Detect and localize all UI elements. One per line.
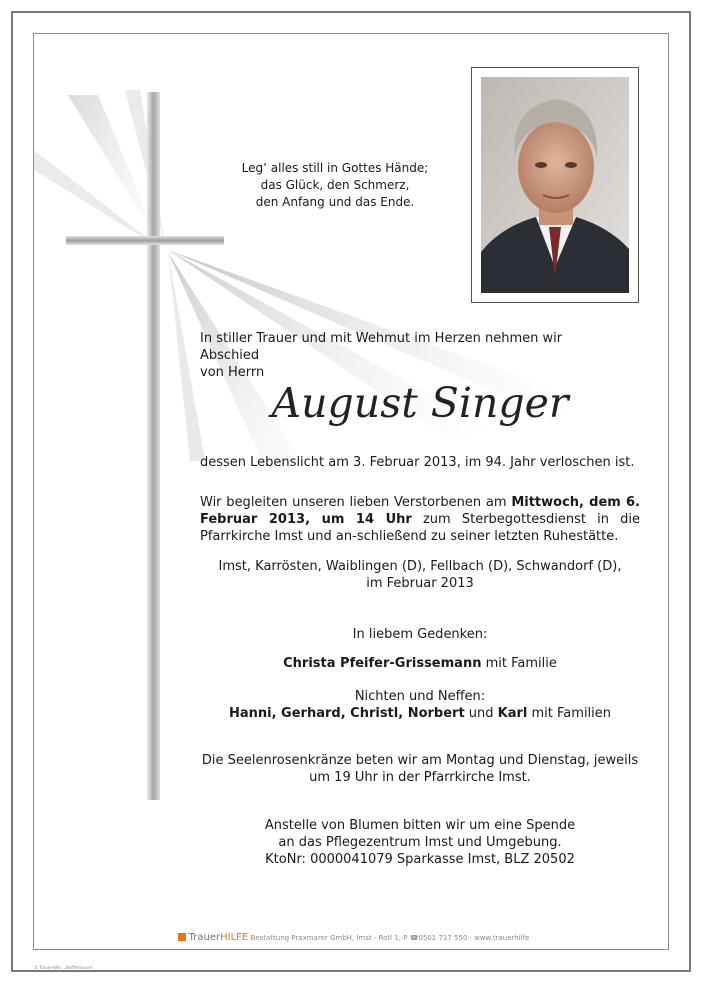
service-text (200, 494, 640, 545)
footer-brand-a: Trauer (188, 932, 221, 943)
service-part2: zum Sterbegottesdienst in die Pfarrkirche Imst und an-schließend zu seiner letzten Ruhestätte. (200, 512, 640, 544)
nieces-names-bold: Hanni, Gerhard, Christl, Norbert (228, 706, 465, 721)
copyright: © TrauerHilfe, „Stoffelmaurer (34, 965, 94, 970)
portrait-image (481, 77, 629, 293)
rosary-line: Die Seelenrosenkränze beten wir am Montag und Dienstag, jeweils (201, 753, 639, 768)
mourner-primary (200, 655, 640, 672)
portrait-photo (481, 77, 629, 293)
footer-brand-b: HILFE (220, 932, 249, 943)
mourner-name: Christa Pfeifer-Grissemann (283, 656, 482, 671)
footer (0, 933, 707, 943)
deceased-name: August Singer (271, 379, 569, 427)
rosary-line: um 19 Uhr in der Pfarrkirche Imst. (309, 770, 531, 785)
verse (225, 160, 445, 211)
donation-line: an das Pflegezentrum Imst und Umgebung. (278, 835, 562, 850)
nieces-conj: und (464, 706, 498, 721)
nieces-label: Nichten und Neffen: (354, 689, 486, 704)
donation-line: Anstelle von Blumen bitten wir um eine Spende (264, 818, 576, 833)
trauerhilfe-logo-icon (178, 933, 186, 941)
place-date (200, 558, 640, 592)
verse-line: den Anfang und das Ende. (255, 195, 415, 209)
footer-brand (189, 932, 249, 943)
place-line: im Februar 2013 (366, 576, 474, 591)
nieces-suffix: mit Familien (527, 706, 612, 721)
verse-line: Leg’ alles still in Gottes Hände; (241, 161, 429, 175)
mourner-suffix: mit Familie (481, 656, 557, 671)
intro-line: von Herrn (200, 365, 265, 380)
nieces-names (200, 705, 640, 722)
rosary-text (200, 752, 640, 786)
life-text: dessen Lebenslicht am 3. Februar 2013, im 94. Jahr verloschen ist. (200, 455, 635, 470)
verse-line: das Glück, den Schmerz, (260, 178, 410, 192)
nieces-name-karl: Karl (497, 706, 528, 721)
donation-text (200, 817, 640, 868)
intro-line: In stiller Trauer und mit Wehmut im Herzen nehmen wir Abschied (200, 331, 563, 363)
portrait-frame (471, 67, 639, 303)
service-part1: Wir begleiten unseren lieben Verstorbenen am (200, 495, 512, 510)
footer-details: Bestattung Praxmarer GmbH, Imst - Rotl 1, P ☎0501 717 550 · www.trauerhilfe (250, 934, 530, 942)
memory-label: In liebem Gedenken: (352, 627, 488, 642)
donation-line: KtoNr: 0000041079 Sparkasse Imst, BLZ 20502 (265, 852, 575, 867)
service-date: Mittwoch, dem 6. Februar 2013, um 14 Uhr (200, 495, 640, 527)
place-line: Imst, Karrösten, Waiblingen (D), Fellbach (D), Schwandorf (D), (218, 559, 622, 574)
intro-text (200, 330, 620, 381)
